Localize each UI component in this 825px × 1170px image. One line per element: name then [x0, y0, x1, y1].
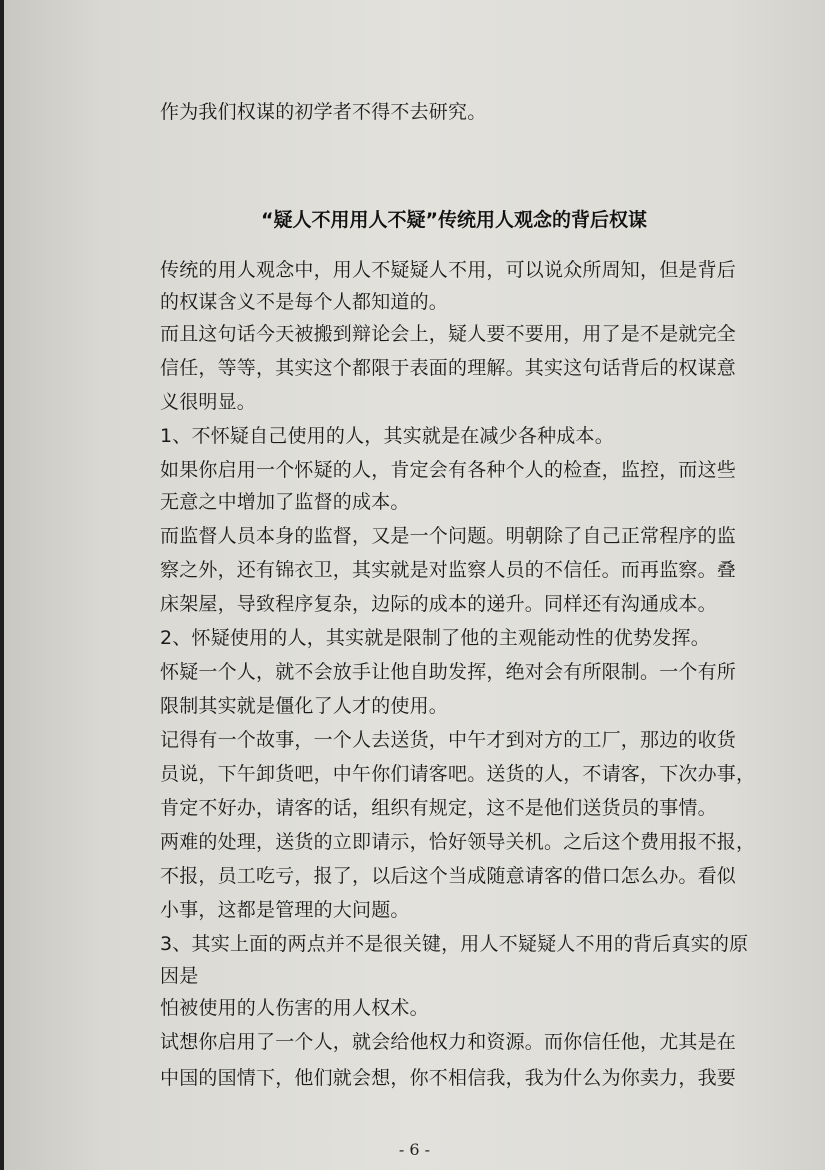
text-line: 义很明显。 [160, 391, 257, 413]
text-line: 因是 [160, 965, 199, 987]
section-heading: “疑人不用用人不疑”传统用人观念的背后权谋 [261, 209, 647, 231]
text-line: 试想你启用了一个人，就会给他权力和资源。而你信任他，尤其是在 [160, 1031, 737, 1053]
text-line: 信任，等等，其实这个都限于表面的理解。其实这句话背后的权谋意 [160, 357, 737, 379]
text-line: 不报，员工吃亏，报了，以后这个当成随意请客的借口怎么办。看似 [160, 865, 737, 887]
page-number: - 6 - [398, 1140, 431, 1159]
text-line: 如果你启用一个怀疑的人，肯定会有各种个人的检查，监控，而这些 [160, 459, 737, 481]
document-page [4, 0, 825, 1170]
text-line: 1、不怀疑自己使用的人，其实就是在减少各种成本。 [160, 425, 614, 447]
intro-line: 作为我们权谋的初学者不得不去研究。 [160, 101, 487, 123]
text-line: 床架屋，导致程序复杂，边际的成本的递升。同样还有沟通成本。 [160, 593, 717, 615]
text-line: 传统的用人观念中，用人不疑疑人不用，可以说众所周知，但是背后 [160, 259, 737, 281]
text-line: 员说，下午卸货吧，中午你们请客吧。送货的人，不请客，下次办事， [160, 763, 756, 785]
text-line: 无意之中增加了监督的成本。 [160, 491, 410, 513]
text-line: 两难的处理，送货的立即请示，恰好领导关机。之后这个费用报不报， [160, 831, 756, 853]
text-line: 中国的国情下，他们就会想，你不相信我，我为什么为你卖力，我要 [160, 1067, 737, 1089]
text-line: 小事，这都是管理的大问题。 [160, 899, 410, 921]
text-line: 怕被使用的人伤害的用人权术。 [160, 997, 429, 1019]
text-line: 记得有一个故事，一个人去送货，中午才到对方的工厂，那边的收货 [160, 729, 737, 751]
text-line: 2、怀疑使用的人，其实就是限制了他的主观能动性的优势发挥。 [160, 627, 710, 649]
text-line: 察之外，还有锦衣卫，其实就是对监察人员的不信任。而再监察。叠 [160, 559, 737, 581]
text-line: 怀疑一个人，就不会放手让他自助发挥，绝对会有所限制。一个有所 [160, 661, 737, 683]
text-line: 的权谋含义不是每个人都知道的。 [160, 291, 449, 313]
text-line: 3、其实上面的两点并不是很关键，用人不疑疑人不用的背后真实的原 [160, 933, 749, 955]
text-line: 而且这句话今天被搬到辩论会上，疑人要不要用，用了是不是就完全 [160, 323, 737, 345]
text-line: 限制其实就是僵化了人才的使用。 [160, 695, 449, 717]
text-line: 而监督人员本身的监督，又是一个问题。明朝除了自己正常程序的监 [160, 525, 737, 547]
text-line: 肯定不好办，请客的话，组织有规定，这不是他们送货员的事情。 [160, 797, 717, 819]
